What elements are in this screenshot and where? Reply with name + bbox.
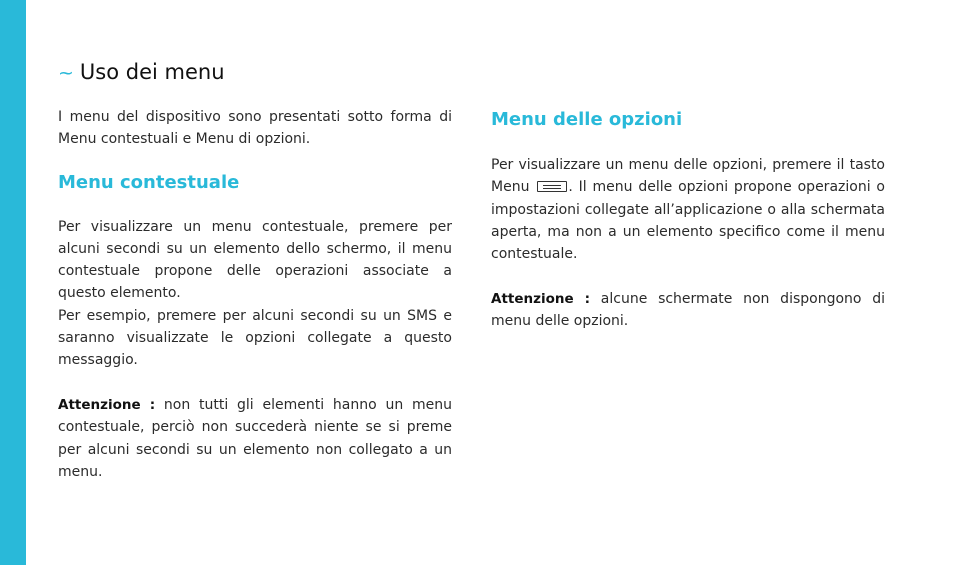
note-label: Attenzione : [491, 290, 591, 307]
page-title [58, 58, 225, 87]
title-text: Uso dei menu [79, 60, 225, 84]
spacer [491, 265, 885, 287]
heading-menu-contestuale: Menu contestuale [58, 171, 240, 193]
opzioni-paragraph-1 [491, 154, 885, 265]
note-text: alcune schermate non dispongono di menu delle opzioni. [491, 290, 885, 330]
note-text: non tutti gli elementi hanno un menu contestuale, perciò non succederà niente se si preme per alcuni secondi su un elemento non collegato a un menu. [58, 396, 452, 480]
spacer [58, 372, 452, 394]
opzioni-text-after: . Il menu delle opzioni propone operazioni o impostazioni collegate all’applicazione o alla schermata aperta, ma non a un elemento specifico come il menu contestuale. [491, 179, 886, 263]
intro-paragraph: I menu del dispositivo sono presentati sotto forma di Menu contestuali e Menu di opzioni. [58, 109, 452, 148]
contestuale-paragraph-1: Per visualizzare un menu contestuale, premere per alcuni secondi su un elemento dello schermo, il menu contestuale propone delle operazioni associate a questo elemento. [58, 218, 452, 302]
side-accent-bar [0, 0, 26, 565]
opzioni-text-before: Per visualizzare un menu delle opzioni, premere il tasto Menu [491, 157, 885, 196]
right-column [491, 108, 885, 332]
contestuale-paragraph-2: Per esempio, premere per alcuni secondi su un SMS e saranno visualizzate le opzioni collegate a questo messaggio. [58, 307, 452, 369]
menu-key-icon [537, 181, 567, 192]
opzioni-note [491, 288, 885, 333]
left-column [58, 106, 452, 483]
note-label: Attenzione : [58, 396, 156, 413]
heading-menu-opzioni: Menu delle opzioni [491, 109, 683, 130]
contestuale-note [58, 394, 452, 483]
title-tilde: ~ [58, 62, 74, 84]
